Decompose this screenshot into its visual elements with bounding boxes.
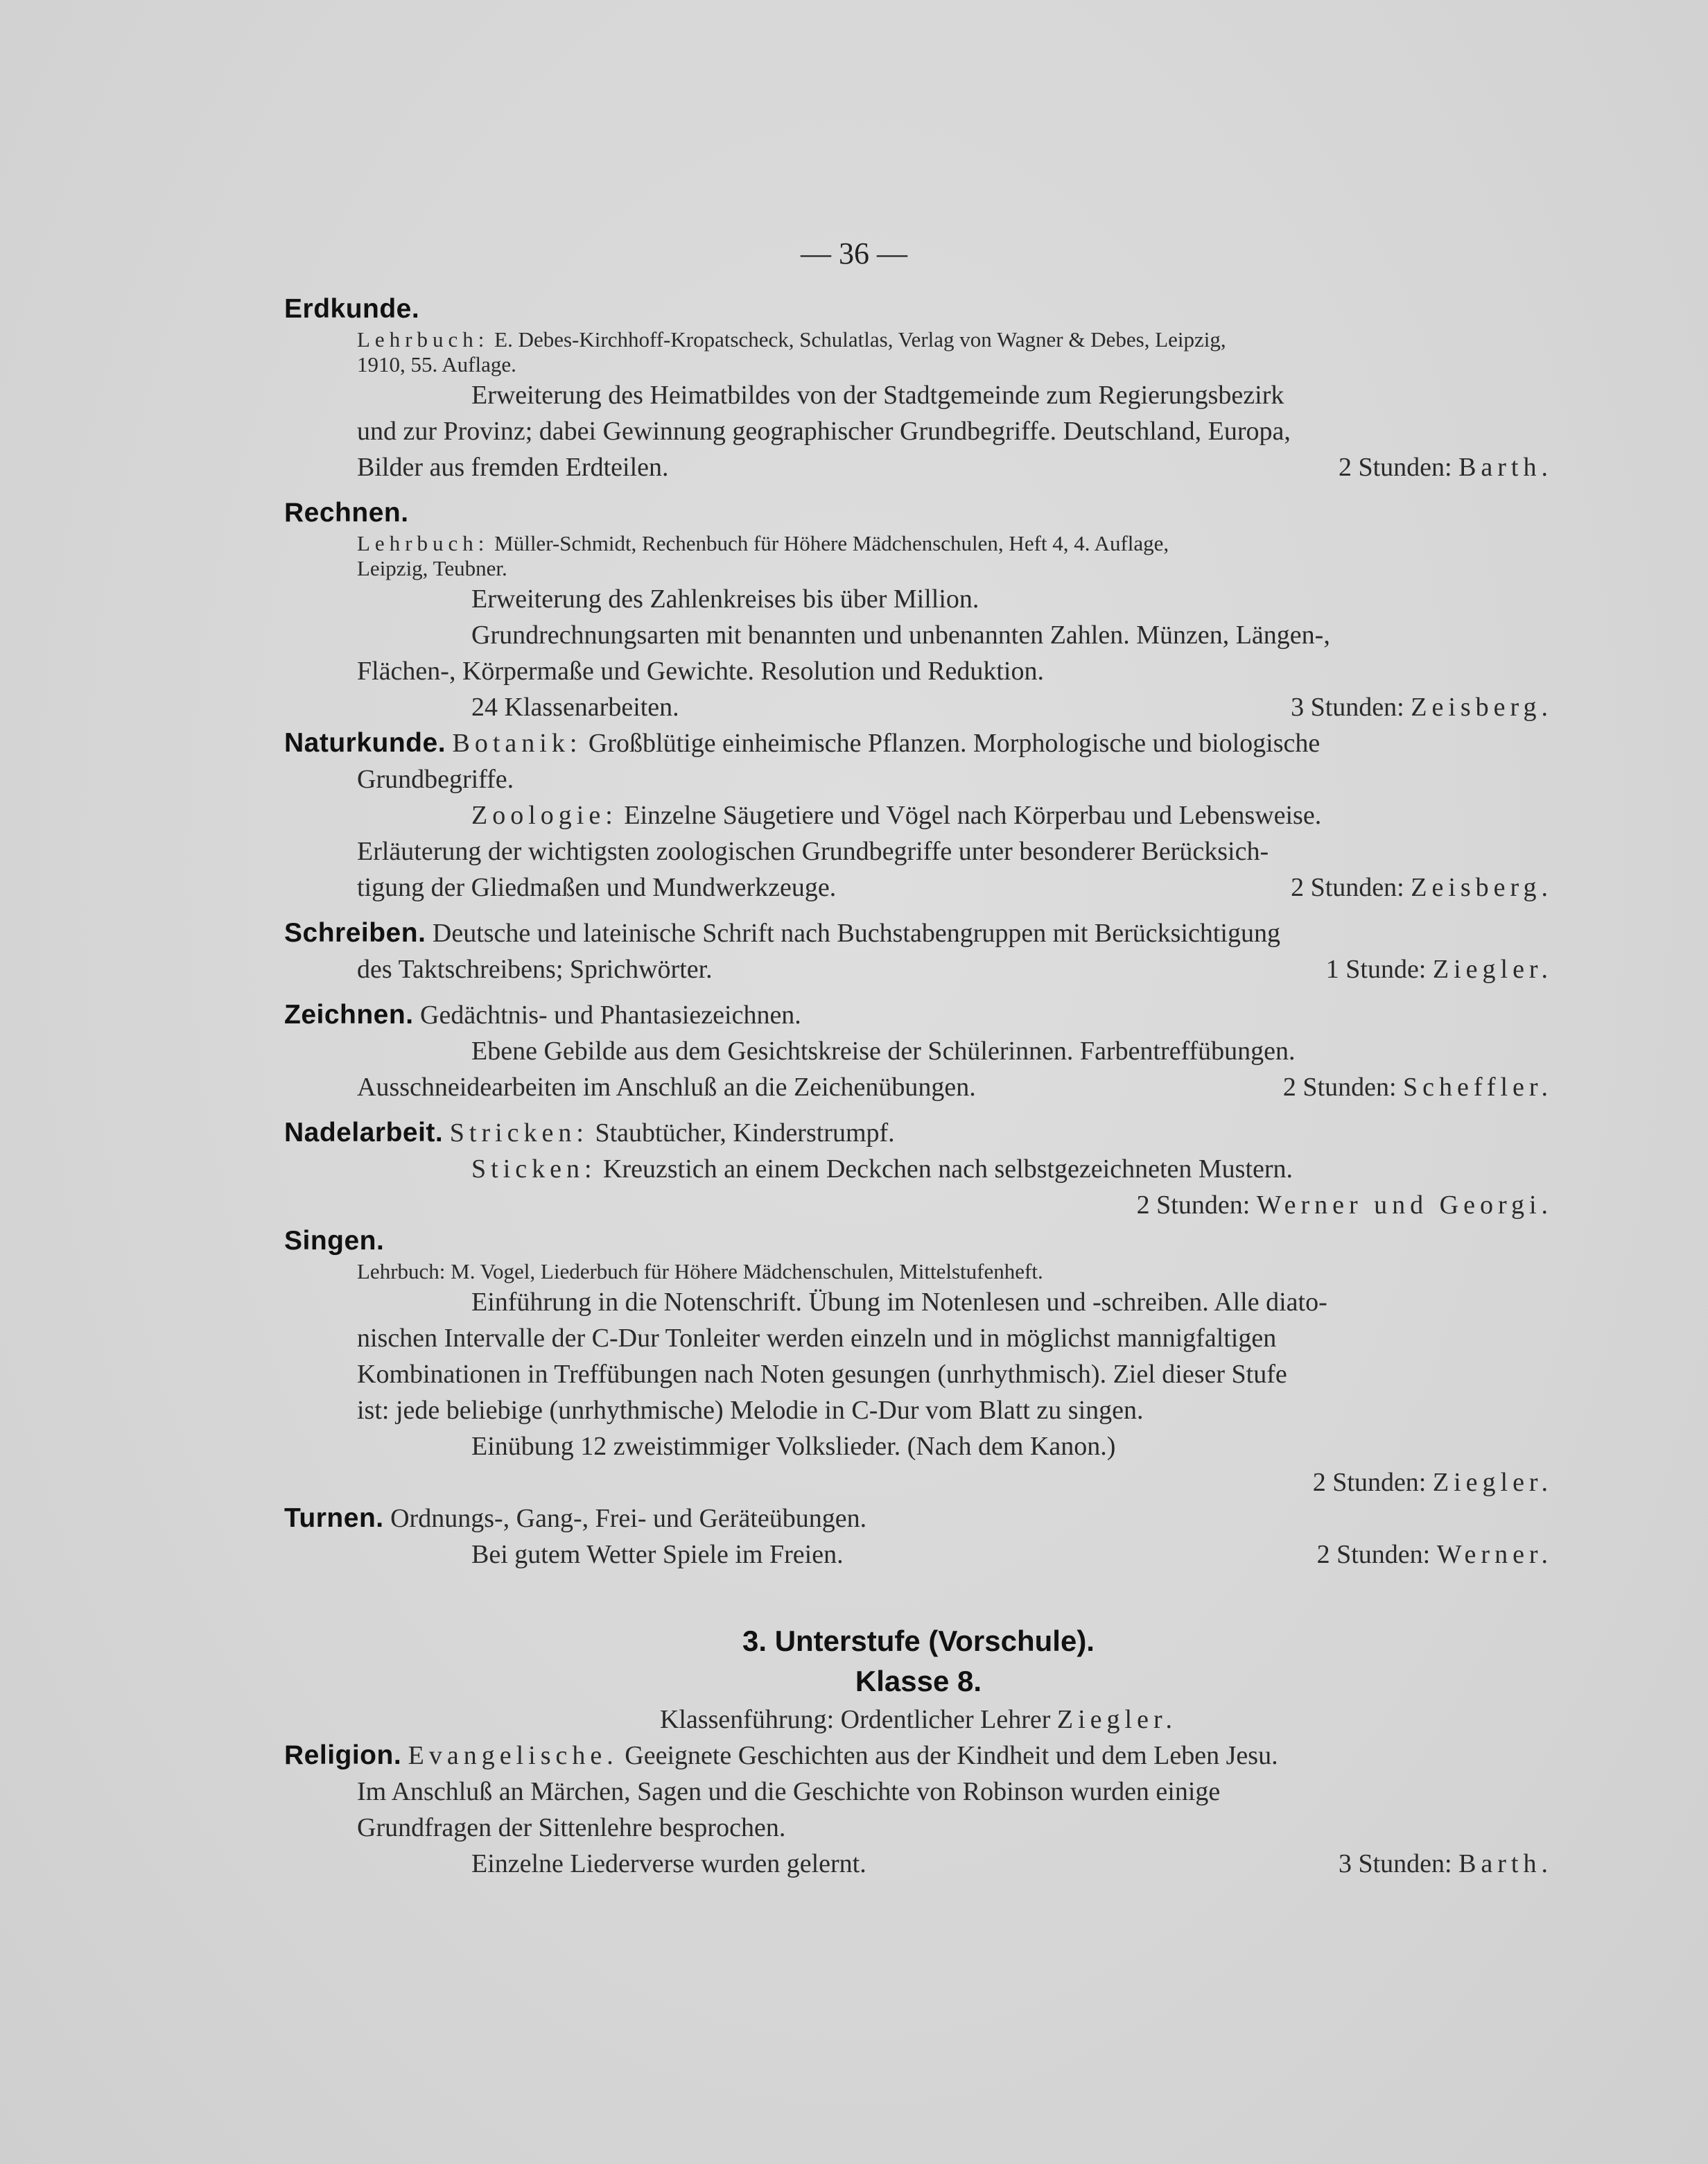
singen-hours-line	[284, 1464, 1553, 1500]
naturkunde-text-5	[284, 869, 1553, 906]
teacher-name: Barth.	[1458, 1849, 1553, 1878]
naturkunde-first-line	[284, 725, 1553, 761]
hours-label: 1 Stunde:	[1325, 955, 1427, 984]
nadelarbeit-text-1: Staubtücher, Kinderstrumpf.	[595, 1118, 895, 1148]
naturkunde-text-2: Grundbegriffe.	[357, 765, 514, 794]
lehrbuch-text: E. Debes-Kirchhoff-Kropatscheck, Schulatlas, Verlag von Wagner & Debes, Leipzig,	[494, 327, 1226, 352]
erdkunde-text-1: Erweiterung des Heimatbildes von der Stadtgemeinde zum Regierungsbezirk	[471, 381, 1284, 410]
zoologie-label: Zoologie:	[471, 801, 618, 830]
turnen-hours	[1317, 1537, 1553, 1573]
nadelarbeit-sticken	[284, 1151, 1553, 1187]
singen-text-4: ist: jede beliebige (unrhythmische) Melodie in C-Dur vom Blatt zu singen.	[357, 1396, 1144, 1425]
naturkunde-text-4: Erläuterung der wichtigsten zoologischen Grundbegriffe unter besonderer Berücksich-	[357, 837, 1269, 866]
zeichnen-text-3-content: Ausschneidearbeiten im Anschluß an die Zeichenübungen.	[357, 1073, 976, 1102]
religion-text-4-content: Einzelne Liederverse wurden gelernt.	[471, 1849, 866, 1878]
page-content	[284, 291, 1553, 1882]
singen-hours	[1313, 1464, 1553, 1500]
teacher-name: Scheffler.	[1403, 1073, 1553, 1102]
sticken-label: Sticken:	[471, 1154, 597, 1184]
lehrbuch-label: Lehrbuch:	[357, 1259, 446, 1283]
religion-text-4	[284, 1846, 1553, 1882]
nadelarbeit-hours-line	[284, 1187, 1553, 1223]
stricken-label: Stricken:	[449, 1118, 589, 1148]
religion-text-2: Im Anschluß an Märchen, Sagen und die Geschichte von Robinson wurden einige	[357, 1777, 1221, 1806]
erdkunde-hours	[1339, 449, 1553, 485]
erdkunde-lehrbuch-cont: 1910, 55. Auflage.	[357, 352, 516, 376]
hours-label: 2 Stunden:	[1291, 873, 1404, 902]
teacher-name: Werner und Georgi.	[1256, 1191, 1553, 1220]
heading-rechnen: Rechnen.	[284, 498, 409, 528]
singen-text-5: Einübung 12 zweistimmiger Volkslieder. (Nach dem Kanon.)	[471, 1432, 1116, 1461]
turnen-text-2-content: Bei gutem Wetter Spiele im Freien.	[471, 1540, 844, 1569]
singen-text-3: Kombinationen in Treffübungen nach Noten gesungen (unrhythmisch). Ziel dieser Stufe	[357, 1360, 1287, 1389]
heading-nadelarbeit: Nadelarbeit.	[284, 1118, 444, 1148]
schreiben-hours	[1326, 951, 1553, 987]
schreiben-first-line	[284, 915, 1553, 951]
teacher-name: Werner.	[1436, 1540, 1553, 1569]
naturkunde-text-1: Großblütige einheimische Pflanzen. Morphologische und biologische	[588, 729, 1321, 758]
schreiben-text-1: Deutsche und lateinische Schrift nach Buchstabengruppen mit Berücksichtigung	[432, 919, 1280, 948]
turnen-text-1: Ordnungs-, Gang-, Frei- und Geräteübungen.	[390, 1504, 867, 1533]
turnen-first-line	[284, 1500, 1553, 1537]
naturkunde-hours	[1291, 869, 1553, 906]
heading-naturkunde: Naturkunde.	[284, 728, 446, 758]
hours-label: 2 Stunden:	[1136, 1191, 1250, 1220]
page-number: — 36 —	[801, 236, 907, 270]
erdkunde-lehrbuch	[284, 327, 1553, 352]
rechnen-hours	[1291, 689, 1553, 725]
rechnen-text-1: Erweiterung des Zahlenkreises bis über Million.	[471, 585, 979, 614]
hours-label: 2 Stunden:	[1316, 1540, 1431, 1569]
religion-first-line	[284, 1738, 1553, 1774]
rechnen-text-4	[284, 689, 1553, 725]
heading-singen: Singen.	[284, 1226, 385, 1256]
klassenfuehrung-label: Klassenführung: Ordentlicher Lehrer	[659, 1705, 1051, 1734]
lehrbuch-text: Müller-Schmidt, Rechenbuch für Höhere Mädchenschulen, Heft 4, 4. Auflage,	[494, 531, 1169, 555]
singen-text-1: Einführung in die Notenschrift. Übung im Notenlesen und -schreiben. Alle diato-	[471, 1288, 1327, 1317]
heading-erdkunde: Erdkunde.	[284, 294, 420, 324]
rechnen-text-4-content: 24 Klassenarbeiten.	[471, 693, 679, 722]
teacher-name: Barth.	[1458, 453, 1553, 482]
hours-label: 2 Stunden:	[1338, 453, 1452, 482]
turnen-text-2	[284, 1537, 1553, 1573]
heading-schreiben: Schreiben.	[284, 918, 426, 948]
nadelarbeit-text-2: Kreuzstich an einem Deckchen nach selbstgezeichneten Mustern.	[603, 1154, 1293, 1184]
klasse-title: Klasse 8.	[855, 1665, 982, 1697]
hours-label: 3 Stunden:	[1338, 1849, 1452, 1878]
rechnen-lehrbuch-cont: Leipzig, Teubner.	[357, 556, 507, 580]
lehrbuch-label: Lehrbuch:	[357, 531, 489, 555]
botanik-label: Botanik:	[452, 729, 582, 758]
hours-label: 2 Stunden:	[1282, 1073, 1397, 1102]
schreiben-text-2-content: des Taktschreibens; Sprichwörter.	[357, 955, 713, 984]
zeichnen-hours	[1283, 1069, 1553, 1105]
zeichnen-text-3	[284, 1069, 1553, 1105]
zeichnen-text-1: Gedächtnis- und Phantasiezeichnen.	[420, 1001, 801, 1030]
teacher-name: Ziegler.	[1432, 955, 1553, 984]
klassenfuehrung	[284, 1702, 1553, 1738]
nadelarbeit-first-line	[284, 1115, 1553, 1151]
singen-lehrbuch	[284, 1259, 1553, 1284]
heading-zeichnen: Zeichnen.	[284, 1000, 414, 1030]
teacher-name: Zeisberg.	[1411, 693, 1553, 722]
rechnen-lehrbuch	[284, 531, 1553, 556]
hours-label: 3 Stunden:	[1291, 693, 1404, 722]
singen-text-2: nischen Intervalle der C-Dur Tonleiter werden einzeln und in möglichst mannigfaltigen	[357, 1324, 1277, 1353]
hours-label: 2 Stunden:	[1312, 1468, 1427, 1497]
heading-religion: Religion.	[284, 1740, 402, 1770]
heading-turnen: Turnen.	[284, 1503, 384, 1533]
section-title: 3. Unterstufe (Vorschule).	[742, 1625, 1095, 1657]
lehrbuch-text: M. Vogel, Liederbuch für Höhere Mädchenschulen, Mittelstufenheft.	[451, 1259, 1043, 1283]
rechnen-text-3: Flächen-, Körpermaße und Gewichte. Resolution und Reduktion.	[357, 657, 1044, 686]
schreiben-text-2	[284, 951, 1553, 987]
erdkunde-text-3	[284, 449, 1553, 485]
naturkunde-text-3: Einzelne Säugetiere und Vögel nach Körperbau und Lebensweise.	[624, 801, 1322, 830]
lehrbuch-label: Lehrbuch:	[357, 327, 489, 352]
religion-text-3: Grundfragen der Sittenlehre besprochen.	[357, 1813, 786, 1842]
zeichnen-first-line	[284, 997, 1553, 1033]
zeichnen-text-2: Ebene Gebilde aus dem Gesichtskreise der Schülerinnen. Farbentreffübungen.	[471, 1037, 1296, 1066]
erdkunde-text-2: und zur Provinz; dabei Gewinnung geographischer Grundbegriffe. Deutschland, Europa,	[357, 417, 1291, 446]
teacher-name: Zeisberg.	[1411, 873, 1553, 902]
nadelarbeit-hours	[1137, 1187, 1553, 1223]
teacher-name: Ziegler.	[1432, 1468, 1553, 1497]
klassenfuehrung-teacher: Ziegler.	[1056, 1705, 1178, 1734]
religion-text-1: Geeignete Geschichten aus der Kindheit und dem Leben Jesu.	[625, 1741, 1278, 1770]
religion-hours	[1339, 1846, 1553, 1882]
rechnen-text-2: Grundrechnungsarten mit benannten und unbenannten Zahlen. Münzen, Längen-,	[471, 621, 1330, 650]
evangelische-label: Evangelische.	[408, 1741, 618, 1770]
naturkunde-text-5-content: tigung der Gliedmaßen und Mundwerkzeuge.	[357, 873, 837, 902]
erdkunde-text-3-content: Bilder aus fremden Erdteilen.	[357, 453, 669, 482]
naturkunde-zoologie	[284, 797, 1553, 833]
